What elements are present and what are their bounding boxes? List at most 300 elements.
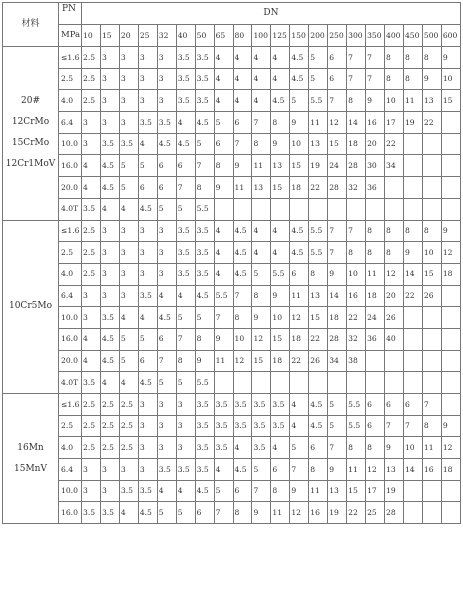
thickness-cell: 3.5 [252,415,271,437]
pn-value-cell: ≤1.6 [59,47,82,69]
thickness-cell: 4 [214,220,233,242]
thickness-cell: 7 [328,90,347,112]
thickness-cell: 3.5 [138,285,157,307]
thickness-cell: 3.5 [157,459,176,481]
thickness-cell: 2.5 [82,47,101,69]
thickness-cell: 22 [385,133,404,155]
thickness-cell: 15 [271,177,290,199]
thickness-cell: 5 [157,502,176,524]
thickness-cell: 8 [422,47,441,69]
thickness-cell: 7 [366,47,385,69]
thickness-cell [403,198,422,220]
thickness-cell: 2.5 [119,437,138,459]
thickness-cell: 6 [290,263,309,285]
thickness-cell: 2.5 [82,437,101,459]
thickness-cell: 40 [385,328,404,350]
thickness-cell: 3 [119,112,138,134]
pn-value-cell: 6.4 [59,285,82,307]
thickness-cell: 3.5 [176,220,195,242]
thickness-cell: 15 [328,133,347,155]
thickness-cell: 11 [271,502,290,524]
thickness-cell [441,285,460,307]
thickness-cell: 8 [271,112,290,134]
thickness-cell: 30 [366,155,385,177]
pn-value-cell: 2.5 [59,415,82,437]
thickness-cell: 22 [422,112,441,134]
thickness-cell: 7 [176,177,195,199]
thickness-cell: 4.5 [138,372,157,394]
thickness-cell: 9 [214,328,233,350]
thickness-cell: 5.5 [195,198,214,220]
thickness-cell: 18 [290,328,309,350]
thickness-cell: 5.5 [309,242,328,264]
thickness-cell: 4.5 [290,220,309,242]
thickness-cell [290,198,309,220]
thickness-cell: 3.5 [157,112,176,134]
thickness-cell: 24 [328,155,347,177]
thickness-cell: 4 [176,112,195,134]
thickness-cell: 3 [138,47,157,69]
thickness-cell: 15 [441,90,460,112]
thickness-cell: 3.5 [195,263,214,285]
thickness-cell: 6 [214,133,233,155]
thickness-cell: 10 [347,263,366,285]
table-row [3,415,461,437]
thickness-cell: 3.5 [195,437,214,459]
thickness-cell: 25 [366,502,385,524]
thickness-cell: 3.5 [195,394,214,416]
table-row [3,242,461,264]
thickness-cell: 4.5 [309,394,328,416]
dn-size-header: 500 [422,25,441,47]
dn-size-header: 15 [100,25,119,47]
thickness-cell: 4.5 [195,285,214,307]
thickness-cell: 6 [195,502,214,524]
thickness-cell: 28 [328,328,347,350]
thickness-cell: 2.5 [82,220,101,242]
thickness-cell [403,155,422,177]
thickness-cell: 2.5 [100,394,119,416]
table-row [3,350,461,372]
thickness-cell: 3 [138,220,157,242]
thickness-cell: 5 [138,328,157,350]
thickness-cell: 9 [328,459,347,481]
thickness-cell [385,177,404,199]
thickness-cell: 4.5 [100,350,119,372]
thickness-cell: 32 [347,328,366,350]
thickness-cell: 9 [290,112,309,134]
thickness-cell: 4 [252,47,271,69]
header-row-2 [3,25,461,47]
thickness-cell: 3.5 [195,47,214,69]
thickness-cell: 6 [385,394,404,416]
thickness-cell [422,133,441,155]
thickness-cell [422,502,441,524]
pn-value-cell: 2.5 [59,242,82,264]
thickness-cell: 4 [214,90,233,112]
thickness-cell: 4 [290,415,309,437]
dn-size-header: 200 [309,25,328,47]
thickness-cell: 8 [271,480,290,502]
thickness-cell: 7 [347,220,366,242]
thickness-cell: 14 [403,459,422,481]
thickness-cell: 8 [366,242,385,264]
material-name: 10Cr5Mo [8,301,52,312]
table-row [3,307,461,329]
thickness-cell: 6 [328,47,347,69]
thickness-cell: 26 [422,285,441,307]
thickness-cell: 8 [422,220,441,242]
thickness-cell: 5.5 [347,415,366,437]
thickness-cell: 9 [252,307,271,329]
thickness-cell: 6 [328,68,347,90]
thickness-cell: 3.5 [214,415,233,437]
thickness-cell: 4 [100,198,119,220]
mpa-unit-header: MPa [59,25,82,47]
thickness-cell: 3 [157,415,176,437]
thickness-cell: 11 [422,437,441,459]
thickness-cell: 8 [403,47,422,69]
thickness-cell: 8 [347,90,366,112]
thickness-cell [233,198,252,220]
thickness-cell: 16 [366,112,385,134]
thickness-cell: 4 [271,220,290,242]
thickness-cell: 8 [385,68,404,90]
thickness-cell: 10 [441,68,460,90]
thickness-cell: 3 [157,242,176,264]
thickness-cell: 3 [100,242,119,264]
thickness-cell: 14 [347,112,366,134]
thickness-cell: 3 [138,242,157,264]
thickness-cell: 4.5 [195,112,214,134]
thickness-cell: 3.5 [214,437,233,459]
thickness-cell: 18 [366,285,385,307]
thickness-cell: 3 [138,68,157,90]
pn-value-cell: 16.0 [59,502,82,524]
thickness-cell: 10 [385,90,404,112]
thickness-cell: 3.5 [100,307,119,329]
thickness-cell: 12 [441,437,460,459]
thickness-cell [385,350,404,372]
thickness-cell: 3 [100,90,119,112]
thickness-cell: 3 [100,68,119,90]
thickness-cell: 2.5 [82,68,101,90]
thickness-cell: 15 [309,307,328,329]
thickness-cell: 4 [252,90,271,112]
thickness-cell: 2.5 [100,437,119,459]
pn-value-cell: 10.0 [59,307,82,329]
thickness-cell: 3.5 [82,198,101,220]
thickness-cell: 3.5 [195,415,214,437]
thickness-cell: 5 [119,155,138,177]
thickness-cell: 3 [176,394,195,416]
dn-size-header: 20 [119,25,138,47]
thickness-cell: 15 [422,263,441,285]
thickness-cell: 8 [366,220,385,242]
thickness-cell: 26 [385,307,404,329]
thickness-cell: 7 [422,394,441,416]
thickness-cell: 3.5 [82,372,101,394]
pn-value-cell: 10.0 [59,133,82,155]
thickness-cell: 3.5 [271,415,290,437]
thickness-cell: 3 [119,90,138,112]
thickness-cell: 3 [119,220,138,242]
pipe-wall-thickness-table [2,2,461,524]
thickness-cell: 8 [233,502,252,524]
thickness-cell: 4.5 [100,177,119,199]
thickness-cell: 4 [233,90,252,112]
thickness-cell: 8 [385,242,404,264]
dn-size-header: 150 [290,25,309,47]
thickness-cell [422,155,441,177]
thickness-cell: 9 [195,350,214,372]
thickness-cell: 9 [385,437,404,459]
thickness-cell: 8 [252,285,271,307]
pn-value-cell: 16.0 [59,155,82,177]
thickness-cell: 5 [290,437,309,459]
thickness-cell: 2.5 [119,394,138,416]
dn-size-header: 65 [214,25,233,47]
thickness-cell: 4.5 [290,68,309,90]
thickness-cell: 11 [403,90,422,112]
material-name: 12CrMo [11,117,50,128]
thickness-cell: 15 [252,350,271,372]
thickness-cell: 17 [385,112,404,134]
thickness-cell: 2.5 [82,415,101,437]
thickness-cell: 8 [195,328,214,350]
thickness-cell: 6 [157,177,176,199]
thickness-cell: 3 [119,263,138,285]
thickness-cell: 3.5 [252,394,271,416]
thickness-cell: 5.5 [214,285,233,307]
thickness-cell: 34 [328,350,347,372]
thickness-cell: 11 [309,480,328,502]
thickness-cell: 3 [119,47,138,69]
thickness-cell [441,350,460,372]
thickness-cell: 11 [214,350,233,372]
thickness-cell [252,372,271,394]
thickness-cell [403,307,422,329]
thickness-cell: 5 [157,198,176,220]
thickness-cell: 22 [403,285,422,307]
thickness-cell: 17 [366,480,385,502]
thickness-cell: 12 [252,328,271,350]
thickness-cell: 6 [138,177,157,199]
thickness-cell: 8 [252,133,271,155]
thickness-cell: 3 [100,220,119,242]
thickness-cell: 7 [366,68,385,90]
thickness-cell: 16 [347,285,366,307]
thickness-cell: 3 [157,47,176,69]
thickness-cell [441,372,460,394]
material-name: 15MnV [14,463,47,474]
pn-value-cell: 6.4 [59,112,82,134]
thickness-cell: 19 [403,112,422,134]
thickness-cell: 22 [347,502,366,524]
thickness-cell: 4 [82,350,101,372]
thickness-cell: 32 [347,177,366,199]
thickness-cell: 2.5 [100,415,119,437]
thickness-cell [290,372,309,394]
pn-value-cell: 4.0T [59,372,82,394]
thickness-cell [422,307,441,329]
thickness-cell: 4 [252,220,271,242]
thickness-cell: 7 [176,328,195,350]
thickness-cell [403,372,422,394]
thickness-cell [422,350,441,372]
thickness-cell: 5 [309,47,328,69]
thickness-cell: 3 [119,285,138,307]
thickness-cell: 4.5 [195,480,214,502]
thickness-cell: 8 [385,220,404,242]
thickness-cell [328,372,347,394]
thickness-cell: 4.5 [233,459,252,481]
thickness-cell: 16 [309,502,328,524]
thickness-cell: 3.5 [195,242,214,264]
dn-size-header: 40 [176,25,195,47]
thickness-cell: 5.5 [271,263,290,285]
thickness-cell: 3 [157,394,176,416]
table-row [3,372,461,394]
thickness-cell: 4.5 [271,90,290,112]
thickness-cell: 5 [176,372,195,394]
thickness-cell: 7 [214,502,233,524]
thickness-cell: 4 [157,285,176,307]
thickness-cell: 22 [309,177,328,199]
thickness-cell [422,198,441,220]
thickness-cell: 6 [138,350,157,372]
thickness-cell: 4 [233,437,252,459]
thickness-cell [214,198,233,220]
thickness-cell: 22 [347,307,366,329]
table-row [3,263,461,285]
thickness-cell: 3 [82,133,101,155]
thickness-cell: 7 [385,415,404,437]
table-row [3,328,461,350]
thickness-cell [422,177,441,199]
dn-size-header: 350 [366,25,385,47]
thickness-cell: 8 [347,242,366,264]
thickness-cell: 3.5 [233,415,252,437]
thickness-cell: 3 [82,307,101,329]
thickness-cell: 16 [422,459,441,481]
thickness-cell: 18 [441,459,460,481]
pn-value-cell: ≤1.6 [59,220,82,242]
dn-size-header: 250 [328,25,347,47]
thickness-cell: 4 [214,459,233,481]
thickness-cell: 10 [403,437,422,459]
thickness-cell: 13 [328,480,347,502]
thickness-cell: 12 [366,459,385,481]
thickness-cell: 4 [271,68,290,90]
thickness-cell [422,328,441,350]
thickness-cell: 2.5 [82,242,101,264]
thickness-cell: 3 [82,285,101,307]
thickness-cell: 6 [176,155,195,177]
thickness-cell [403,480,422,502]
thickness-cell: 19 [385,480,404,502]
thickness-cell [403,328,422,350]
thickness-cell: 7 [233,285,252,307]
thickness-cell [366,198,385,220]
thickness-cell: 4 [82,328,101,350]
thickness-cell: 38 [347,350,366,372]
thickness-cell: 13 [309,133,328,155]
thickness-cell: 7 [328,220,347,242]
thickness-cell: 11 [347,459,366,481]
thickness-cell: 3 [176,415,195,437]
thickness-cell: 5 [119,350,138,372]
thickness-cell: 2.5 [82,263,101,285]
dn-size-header: 32 [157,25,176,47]
thickness-cell: 7 [347,68,366,90]
thickness-cell [309,372,328,394]
thickness-cell: 6 [403,394,422,416]
thickness-cell: 3.5 [82,502,101,524]
thickness-cell: 5 [328,394,347,416]
thickness-cell: 5 [119,177,138,199]
thickness-cell: 3 [138,437,157,459]
thickness-cell: 4 [252,242,271,264]
thickness-cell: 6 [366,394,385,416]
table-row [3,155,461,177]
thickness-cell: 13 [271,155,290,177]
thickness-cell: 3.5 [100,133,119,155]
thickness-cell [233,372,252,394]
material-group-cell [3,394,59,524]
thickness-cell: 9 [403,242,422,264]
thickness-cell: 8 [385,47,404,69]
thickness-cell: 18 [347,133,366,155]
thickness-cell: 6 [233,112,252,134]
thickness-cell: 3 [100,47,119,69]
thickness-cell: 8 [195,177,214,199]
thickness-cell: 22 [309,328,328,350]
thickness-cell: 3.5 [176,459,195,481]
thickness-cell [441,155,460,177]
thickness-cell: 7 [290,459,309,481]
dn-size-header: 10 [82,25,101,47]
thickness-cell: 20 [385,285,404,307]
thickness-cell: 4 [119,372,138,394]
thickness-cell: 3 [138,394,157,416]
thickness-cell [366,372,385,394]
thickness-cell: 4 [138,133,157,155]
thickness-cell: 6 [271,459,290,481]
dn-size-header: 450 [403,25,422,47]
thickness-cell [385,372,404,394]
thickness-cell: 5.5 [309,90,328,112]
thickness-cell: 3.5 [176,242,195,264]
thickness-cell: 5 [252,263,271,285]
thickness-cell: 26 [309,350,328,372]
thickness-cell: 8 [403,220,422,242]
material-name: 20# [21,96,40,107]
dn-size-header: 600 [441,25,460,47]
table-row [3,459,461,481]
thickness-cell: 6 [157,155,176,177]
thickness-cell: 3.5 [252,437,271,459]
thickness-cell: 24 [366,307,385,329]
thickness-cell: 3 [157,263,176,285]
thickness-cell: 3 [138,263,157,285]
thickness-cell: 8 [309,263,328,285]
thickness-cell: 15 [290,155,309,177]
thickness-cell: 3.5 [138,112,157,134]
pn-header: PN [59,3,82,25]
thickness-cell [271,372,290,394]
thickness-cell [271,198,290,220]
